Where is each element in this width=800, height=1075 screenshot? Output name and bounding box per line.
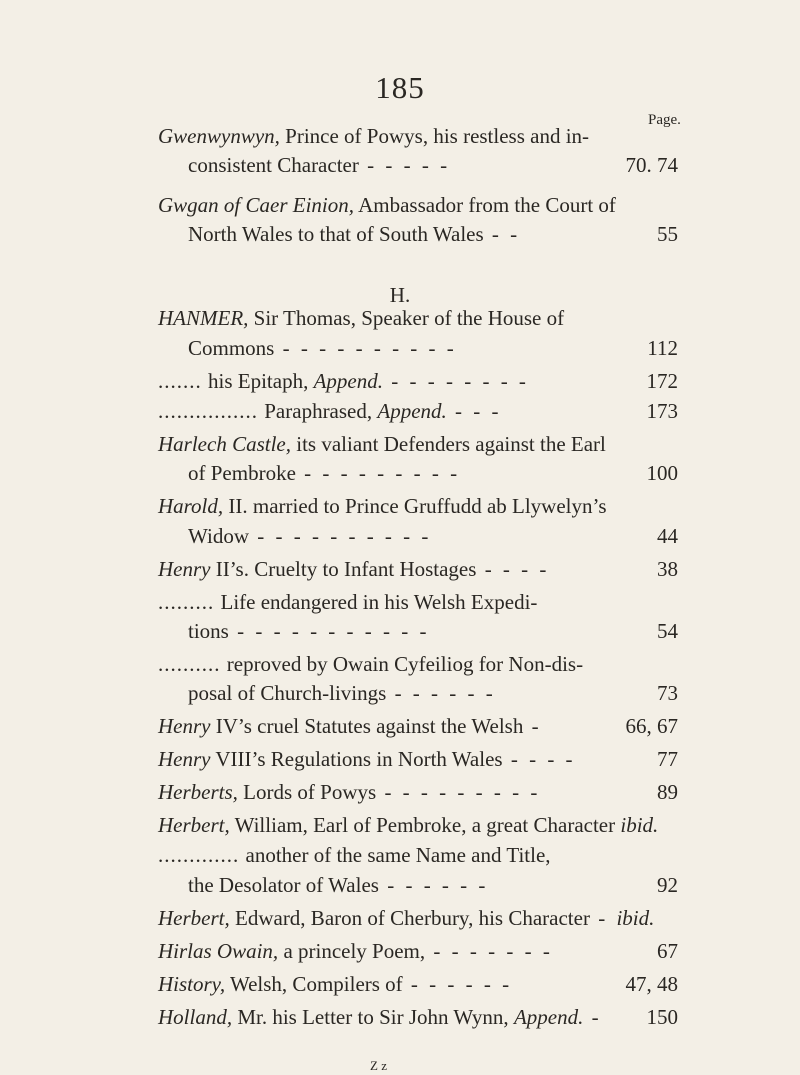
- entry-text-run: Ambassador from the Court of: [354, 193, 616, 217]
- index-entry-line: [0, 711, 800, 741]
- page-number: 185: [375, 70, 425, 105]
- entry-text: [158, 777, 540, 807]
- entry-text-run: Mr. his Letter to Sir John Wynn,: [232, 1005, 514, 1029]
- entry-leader-dashes: - - - - - - - - - - -: [228, 619, 430, 643]
- index-entry-line: [0, 1002, 800, 1032]
- index-entry-line: [0, 744, 800, 774]
- entry-text: [158, 366, 529, 396]
- entry-italic-text: Hirlas Owain,: [158, 939, 279, 963]
- entry-leader-dashes: - - - - - -: [386, 681, 496, 705]
- index-entry-line: [0, 840, 800, 870]
- entry-text: [158, 1002, 602, 1032]
- entry-leader-dots: .............: [158, 843, 246, 867]
- entry-text-run: Paraphrased,: [264, 399, 378, 423]
- index-entry-line: [0, 219, 800, 249]
- entry-leader-dashes: -: [523, 714, 542, 738]
- entry-text-run: tions: [188, 619, 229, 643]
- entry-italic-text: Append.: [313, 369, 383, 393]
- entry-text-run: Life endangered in his Welsh Expedi-: [220, 590, 538, 614]
- entry-page-ref: 70. 74: [625, 153, 678, 177]
- entry-text: [188, 333, 457, 363]
- entry-text: [158, 711, 542, 741]
- entry-page-ref: 55: [657, 222, 678, 246]
- entry-text: [158, 936, 553, 966]
- entry-italic-text: HANMER,: [158, 306, 249, 330]
- entry-leader-dashes: - - - - - -: [378, 873, 489, 897]
- entry-text: [158, 491, 607, 521]
- entry-text-run: North Wales to that of South Wales: [188, 222, 484, 246]
- index-entry-line: [0, 678, 800, 708]
- entry-italic-text: Herbert,: [158, 813, 230, 837]
- entry-text-run: Commons: [188, 336, 275, 360]
- entry-text-run: William, Earl of Pembroke, a great Character: [229, 813, 621, 837]
- entry-text: [158, 396, 502, 426]
- entry-text: [158, 429, 606, 459]
- entry-italic-text: Harold,: [158, 494, 224, 518]
- entry-italic-text: Henry: [158, 557, 211, 581]
- entry-page-ref: 173: [646, 399, 678, 423]
- entry-text-run: Welsh, Compilers of: [225, 972, 403, 996]
- entry-text: [158, 190, 616, 220]
- entry-italic-text: Gwenwynwyn,: [158, 124, 280, 148]
- entry-text-run: the Desolator of Wales: [188, 873, 379, 897]
- entry-leader-dashes: - - - - - - - -: [382, 369, 529, 393]
- index-entry-line: [0, 810, 800, 840]
- entry-leader-dashes: -: [589, 906, 617, 930]
- entry-italic-text: Append.: [513, 1005, 584, 1029]
- index-entry-line: [0, 150, 800, 180]
- entry-text: [188, 458, 460, 488]
- index-entry-line: [0, 969, 800, 999]
- entry-leader-dots: ................: [158, 399, 265, 423]
- entry-page-ref: 92: [657, 873, 678, 897]
- entry-italic-text: Append.: [377, 399, 447, 423]
- entry-leader-dashes: - - - -: [476, 557, 550, 581]
- entry-italic-text: Herbert,: [158, 906, 230, 930]
- entry-text-run: his Epitaph,: [208, 369, 314, 393]
- entry-page-ref: 54: [657, 619, 678, 643]
- entry-text: [158, 969, 512, 999]
- entry-page-ref: 89: [657, 780, 678, 804]
- entry-text-run: Prince of Powys, his restless and in-: [279, 124, 590, 148]
- entry-italic-text: Holland,: [158, 1005, 233, 1029]
- entry-leader-dashes: - - - - - - -: [425, 939, 553, 963]
- index-entry-line: [0, 649, 800, 679]
- entry-text-run: posal of Church-livings: [188, 681, 387, 705]
- entry-text-run: Sir Thomas, Speaker of the House of: [248, 306, 565, 330]
- entry-italic-text: Gwgan of Caer Einion,: [158, 193, 355, 217]
- index-entry-line: [0, 587, 800, 617]
- entry-page-ref: 112: [647, 336, 678, 360]
- entry-text: [158, 649, 583, 679]
- entry-text-run: consistent Character: [188, 153, 359, 177]
- entry-leader-dashes: - - - - - - - - - -: [248, 524, 432, 548]
- entry-leader-dots: .......: [158, 369, 208, 393]
- index-entry-line: [0, 396, 800, 426]
- index-entry-line: [0, 616, 800, 646]
- entry-text: [188, 616, 430, 646]
- index-entry-line: [0, 777, 800, 807]
- entry-text: [188, 521, 431, 551]
- entry-page-ref: 172: [646, 369, 678, 393]
- entry-text-run: Lords of Powys: [237, 780, 377, 804]
- entry-leader-dots: ..........: [158, 652, 227, 676]
- entry-page-ref: 67: [657, 939, 678, 963]
- page-column-label: Page.: [648, 112, 681, 128]
- index-entry-line: [0, 458, 800, 488]
- entry-leader-dashes: - - - - -: [358, 153, 451, 177]
- entry-italic-text: ibid.: [616, 906, 655, 930]
- entry-page-ref: 150: [646, 1005, 678, 1029]
- entry-leader-dashes: - -: [483, 222, 521, 246]
- entry-text: [158, 744, 576, 774]
- entry-text-run: another of the same Name and Title,: [245, 843, 551, 867]
- index-entry-line: [0, 333, 800, 363]
- entry-leader-dots: .........: [158, 590, 221, 614]
- entry-leader-dashes: - - -: [446, 399, 502, 423]
- entry-leader-dashes: -: [583, 1005, 602, 1029]
- entry-text: [158, 903, 654, 933]
- index-entry-line: [0, 554, 800, 584]
- index-entry-line: [0, 521, 800, 551]
- index-entry-line: [0, 870, 800, 900]
- section-heading: H.: [389, 283, 411, 307]
- entry-leader-dashes: - - - - - - - - - -: [274, 336, 457, 360]
- index-entry-line: [0, 190, 800, 220]
- entry-text-run: Edward, Baron of Cherbury, his Character: [229, 906, 590, 930]
- entry-text-run: of Pembroke: [188, 461, 296, 485]
- entry-page-ref: 38: [657, 557, 678, 581]
- entry-page-ref: 44: [657, 524, 678, 548]
- index-entry-line: [0, 491, 800, 521]
- entry-text: [188, 219, 520, 249]
- printer-signature: Z z: [370, 1058, 387, 1073]
- index-entry-line: [0, 303, 800, 333]
- entry-text: [158, 303, 564, 333]
- entry-page-ref: 73: [657, 681, 678, 705]
- entry-page-ref: 66, 67: [625, 714, 678, 738]
- entry-text: [158, 121, 589, 151]
- entry-text: [188, 150, 450, 180]
- entry-text-run: II. married to Prince Gruffudd ab Llywelyn’s: [223, 494, 607, 518]
- entry-page-ref: 47, 48: [625, 972, 678, 996]
- entry-italic-text: Harlech Castle,: [158, 432, 291, 456]
- entry-leader-dashes: - - - -: [502, 747, 576, 771]
- entry-leader-dashes: - - - - - - - - -: [376, 780, 541, 804]
- entry-text-run: a princely Poem,: [278, 939, 426, 963]
- entry-text: [158, 810, 658, 840]
- index-entry-line: [0, 121, 800, 151]
- entry-text-run: IV’s cruel Statutes against the Welsh: [210, 714, 524, 738]
- entry-text-run: its valiant Defenders against the Earl: [290, 432, 606, 456]
- entry-text: [158, 840, 551, 870]
- entry-leader-dashes: - - - - - -: [402, 972, 513, 996]
- entry-text-run: Widow: [188, 524, 249, 548]
- index-entry-line: [0, 903, 800, 933]
- entry-text-run: reproved by Owain Cyfeiliog for Non-dis-: [226, 652, 584, 676]
- entry-text-run: II’s. Cruelty to Infant Hostages: [210, 557, 477, 581]
- entry-text: [158, 554, 549, 584]
- index-entry-line: [0, 429, 800, 459]
- entry-page-ref: 100: [646, 461, 678, 485]
- entry-italic-text: Henry: [158, 747, 211, 771]
- entry-text: [188, 870, 488, 900]
- entry-text-run: VIII’s Regulations in North Wales: [210, 747, 503, 771]
- entry-page-ref: 77: [657, 747, 678, 771]
- entry-italic-text: History,: [158, 972, 226, 996]
- entry-leader-dashes: - - - - - - - - -: [295, 461, 461, 485]
- entry-italic-text: ibid.: [620, 813, 659, 837]
- entry-italic-text: Henry: [158, 714, 211, 738]
- entry-text: [188, 678, 496, 708]
- entry-italic-text: Herberts,: [158, 780, 238, 804]
- entry-text: [158, 587, 537, 617]
- index-entry-line: [0, 936, 800, 966]
- index-entry-line: [0, 366, 800, 396]
